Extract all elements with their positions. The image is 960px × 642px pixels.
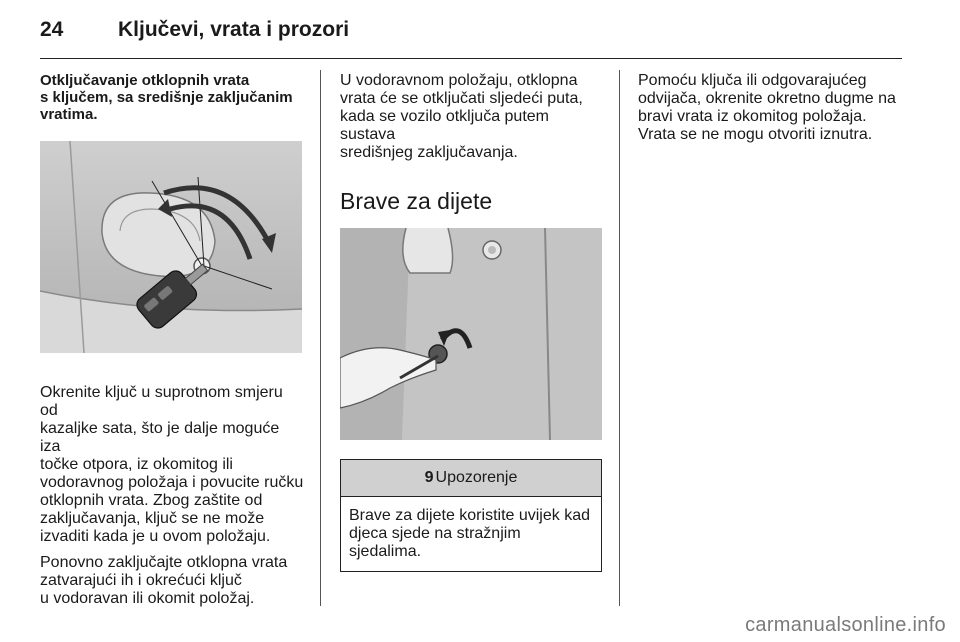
- paragraph: U vodoravnom položaju, otklopna vrata će se otključati sljedeći puta, kada se vozilo otključa putem sustava središnjeg zaključavanja.: [340, 72, 583, 161]
- page-header: [40, 18, 349, 52]
- page-title: Ključevi, vrata i prozori: [118, 18, 350, 41]
- column-divider: [619, 70, 620, 606]
- child-lock-illustration: [340, 228, 604, 445]
- header-rule: [40, 58, 902, 59]
- page-number: 24: [40, 18, 64, 41]
- warning-text: Brave za dijete koristite uvijek kad djeca sjede na stražnjim sjedalima.: [349, 507, 590, 560]
- paragraph: Pomoću ključa ili odgovarajućeg odvijača, okrenite okretno dugme na bravi vrata iz okomitog položaja. Vrata se ne mogu otvoriti iznutra.: [638, 72, 896, 143]
- section-heading: Brave za dijete: [340, 188, 493, 214]
- warning-title: Upozorenje: [435, 469, 518, 486]
- column-middle: [340, 72, 604, 572]
- paragraph: Okrenite ključ u suprotnom smjeru od kazaljke sata, što je dalje moguće iza točke otpora, iz okomitog ili vodoravnog položaja i povucite ručku otklopnih vrata. Zbog zaštite od zaključavanja, ključ se ne može izvaditi kada je u ovom položaju.: [40, 384, 304, 545]
- warning-box: [340, 459, 602, 572]
- warning-header: [341, 460, 601, 497]
- paragraph: Ponovno zaključajte otklopna vrata zatvarajući ih i okrećući ključ u vodoravan ili okomit položaj.: [40, 554, 288, 607]
- column-right: [638, 72, 902, 144]
- section-subheading: Otključavanje otklopnih vrata s ključem, sa središnje zaključanim vratima.: [40, 72, 293, 123]
- body-text: [40, 384, 304, 608]
- watermark: carmanualsonline.info: [745, 614, 946, 636]
- column-left: [40, 72, 304, 608]
- door-lock-illustration: [40, 141, 304, 358]
- warning-icon: 9: [424, 469, 434, 486]
- column-divider: [320, 70, 321, 606]
